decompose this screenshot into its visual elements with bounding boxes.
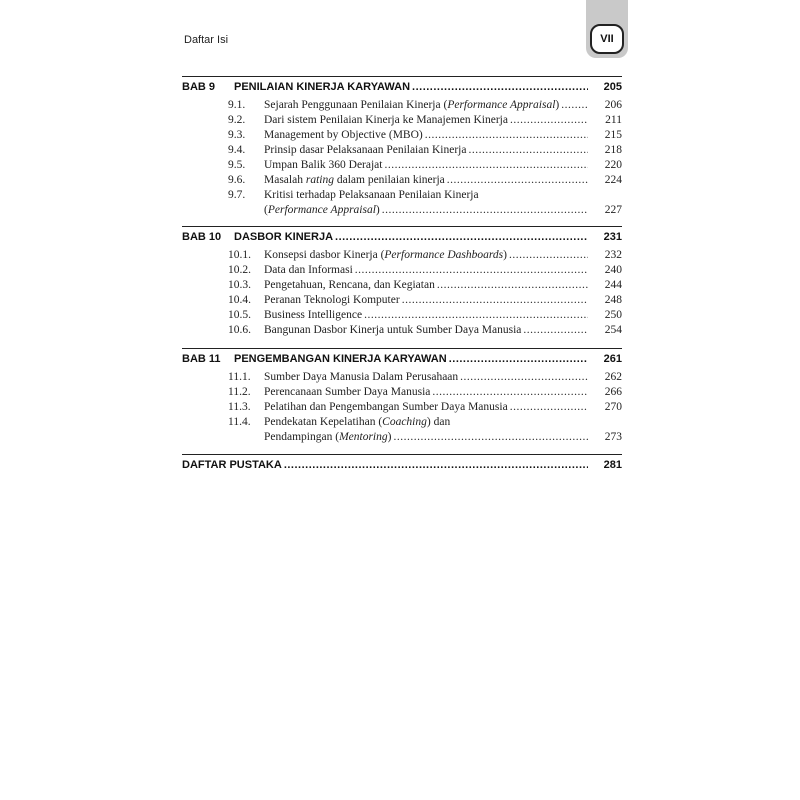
entry-title-italic: rating [305,174,334,186]
chapter-row-bab9[interactable] [182,80,622,95]
chapter-page: 231 [603,231,622,243]
entry-number: 10.3. [228,279,251,291]
entry-title: Peranan Teknologi Komputer [264,294,400,306]
entry-number: 10.2. [228,264,251,276]
chapter-page: 261 [603,353,622,365]
entry-title: Umpan Balik 360 Derajat [264,159,383,171]
entry-title: Sumber Daya Manusia Dalam Perusahaan [264,371,459,383]
dot-leader [447,173,588,188]
chapter-title: DAFTAR PUSTAKA [182,459,282,471]
entry-title: Management by Objective (MBO) [264,129,423,141]
entry-page: 224 [604,174,622,186]
toc-entry-11-3[interactable] [182,400,622,415]
entry-number: 11.1. [228,371,251,383]
entry-page: 244 [604,279,622,291]
chapter-title: PENILAIAN KINERJA KARYAWAN [234,81,411,93]
chapter-title: PENGEMBANGAN KINERJA KARYAWAN [234,353,447,365]
entry-title-italic: Performance Appraisal [447,99,556,111]
dot-leader [449,352,588,367]
entry-title-part: ) dan [426,416,451,428]
entry-title: Pelatihan dan Pengembangan Sumber Daya Manusia [264,401,508,413]
entry-page: 220 [604,159,622,171]
entry-number: 11.2. [228,386,251,398]
entry-page: 215 [604,129,622,141]
entry-page: 254 [604,324,622,336]
entry-number: 10.4. [228,294,251,306]
toc-entry-11-4-cont[interactable] [182,430,622,445]
chapter-page: 281 [603,459,622,471]
entry-page: 240 [604,264,622,276]
entry-number: 11.4. [228,416,251,428]
toc-entry-10-3[interactable] [182,278,622,293]
entry-page: 270 [604,401,622,413]
dot-leader [432,385,588,400]
toc-entry-10-6[interactable] [182,323,622,338]
chapter-number: BAB 9 [182,81,216,93]
entry-page: 227 [604,204,622,216]
entry-title-part: ) [503,249,507,261]
toc-entry-9-4[interactable] [182,143,622,158]
entry-page: 232 [604,249,622,261]
toc-entry-11-1[interactable] [182,370,622,385]
entry-title-part: ) [375,204,380,216]
dot-leader [509,248,588,263]
chapter-number: BAB 11 [182,353,221,365]
entry-title: Bangunan Dasbor Kinerja untuk Sumber Daya Manusia [264,324,522,336]
chapter-row-bab11[interactable] [182,352,622,367]
entry-page: 248 [604,294,622,306]
entry-title-italic: Performance Dashboards [384,249,504,261]
dot-leader [510,400,588,415]
toc-entry-10-1[interactable] [182,248,622,263]
entry-page: 262 [604,371,622,383]
running-head-title: Daftar Isi [184,34,229,46]
entry-title-italic: Mentoring [339,431,388,443]
entry-page: 273 [604,431,622,443]
entry-title: Data dan Informasi [264,264,353,276]
entry-number: 10.1. [228,249,251,261]
dot-leader [561,98,588,113]
entry-number: 9.3. [228,129,246,141]
entry-title: Business Intelligence [264,309,363,321]
entry-title: Prinsip dasar Pelaksanaan Penilaian Kinerja [264,144,467,156]
entry-number: 9.7. [228,189,246,201]
toc-entry-10-5[interactable] [182,308,622,323]
entry-title-part: Konsepsi dasbor Kinerja ( [264,249,385,261]
entry-title-part: Sejarah Penggunaan Penilaian Kinerja ( [264,99,448,111]
dot-leader [402,293,588,308]
dot-leader [393,430,588,445]
toc-entry-9-1[interactable] [182,98,622,113]
entry-number: 9.1. [228,99,246,111]
entry-title-italic: Performance Appraisal [267,204,376,216]
entry-page: 250 [604,309,622,321]
chapter-row-bab10[interactable] [182,230,622,245]
dot-leader [364,308,588,323]
entry-title-part: dalam penilaian kinerja [333,174,445,186]
dot-leader [460,370,588,385]
toc-entry-11-2[interactable] [182,385,622,400]
toc-entry-11-4[interactable] [182,415,622,430]
entry-title: Perencanaan Sumber Daya Manusia [264,386,431,398]
entry-title: Pengetahuan, Rencana, dan Kegiatan [264,279,435,291]
entry-number: 10.6. [228,324,251,336]
toc-entry-9-2[interactable] [182,113,622,128]
toc-entry-10-4[interactable] [182,293,622,308]
entry-number: 9.4. [228,144,246,156]
chapter-row-pustaka[interactable] [182,458,622,473]
section-rule-top-bab10 [182,226,622,227]
dot-leader [523,323,588,338]
entry-title-part: Pendampingan ( [264,431,340,443]
dot-leader [384,158,588,173]
dot-leader [510,113,588,128]
dot-leader [468,143,588,158]
chapter-number: BAB 10 [182,231,222,243]
entry-title-part: ) [387,431,392,443]
dot-leader [355,263,588,278]
entry-title: Dari sistem Penilaian Kinerja ke Manajemen Kinerja [264,114,508,126]
section-rule-top-bab11 [182,348,622,349]
toc-entry-9-7[interactable] [182,188,622,203]
toc-entry-9-6[interactable] [182,173,622,188]
toc-entry-9-3[interactable] [182,128,622,143]
toc-entry-9-7-cont[interactable] [182,203,622,218]
dot-leader [382,203,588,218]
entry-title-part: Masalah [264,174,306,186]
entry-number: 9.6. [228,174,246,186]
dot-leader [335,230,588,245]
entry-page: 211 [605,114,622,126]
dot-leader [425,128,588,143]
entry-title-line1: Kritisi terhadap Pelaksanaan Penilaian Kinerja [264,189,479,201]
toc-entry-10-2[interactable] [182,263,622,278]
chapter-title: DASBOR KINERJA [234,231,334,243]
section-rule-top-pustaka [182,454,622,455]
entry-number: 9.5. [228,159,246,171]
entry-title-part: Pendekatan Kepelatihan ( [264,416,383,428]
dot-leader [437,278,588,293]
page-number-label: VII [590,24,624,54]
dot-leader [284,458,588,473]
toc-entry-9-5[interactable] [182,158,622,173]
chapter-page: 205 [603,81,622,93]
entry-number: 11.3. [228,401,251,413]
entry-page: 206 [604,99,622,111]
entry-title-italic: Coaching [382,416,427,428]
entry-title-part: ( [264,204,268,216]
section-rule-top-bab9 [182,76,622,77]
entry-page: 266 [604,386,622,398]
entry-number: 10.5. [228,309,251,321]
dot-leader [412,80,588,95]
entry-number: 9.2. [228,114,246,126]
entry-page: 218 [604,144,622,156]
entry-title-part: ) [555,99,560,111]
